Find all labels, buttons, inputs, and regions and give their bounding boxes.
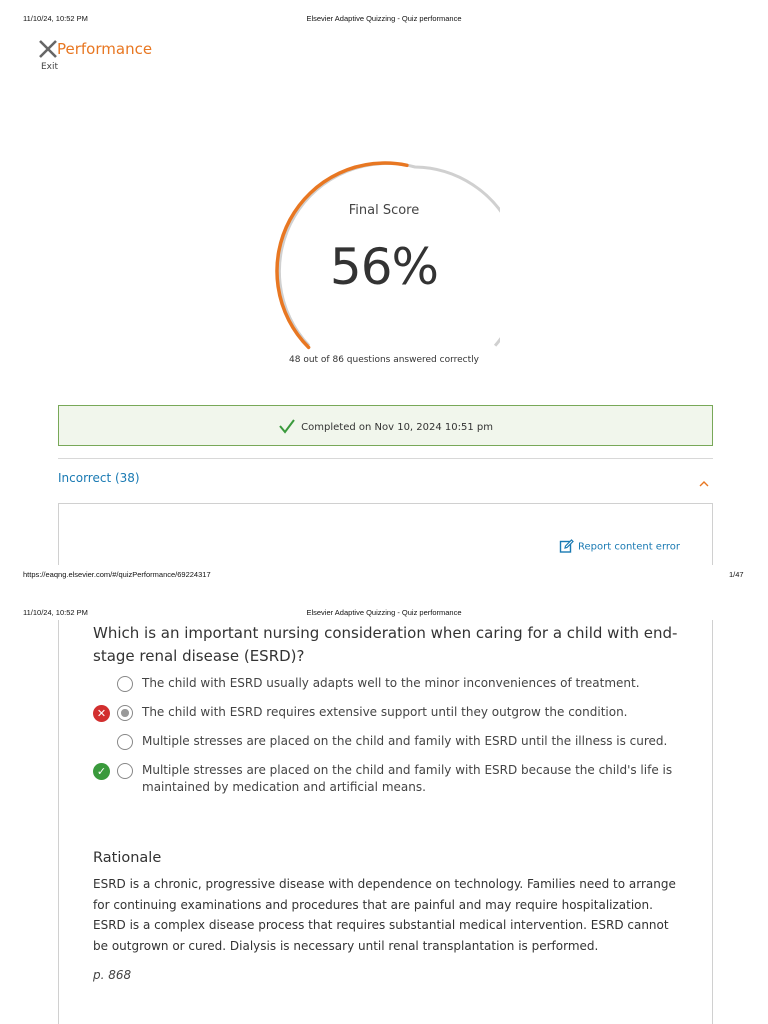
report-label: Report content error bbox=[578, 541, 681, 553]
correct-icon: ✓ bbox=[93, 763, 110, 780]
page-title: Performance bbox=[57, 40, 153, 58]
close-icon[interactable] bbox=[38, 39, 58, 59]
print-url: https://eaqng.elsevier.com/#/quizPerformance/69224317 bbox=[23, 570, 211, 579]
print-page-number: 1/47 bbox=[729, 570, 744, 579]
chevron-up-icon[interactable] bbox=[698, 474, 710, 484]
radio-button[interactable] bbox=[117, 734, 133, 750]
print-datetime-2: 11/10/24, 10:52 PM bbox=[23, 608, 88, 617]
answer-option-text: The child with ESRD requires extensive support until they outgrow the condition. bbox=[142, 705, 628, 719]
final-score-value: 56% bbox=[329, 238, 439, 296]
incorrect-icon: ✕ bbox=[93, 705, 110, 722]
completion-banner bbox=[58, 405, 713, 446]
page-reference: p. 868 bbox=[93, 968, 132, 982]
question-text: Which is an important nursing consideration when caring for a child with end-stage renal disease (ESRD)? bbox=[93, 624, 678, 665]
answer-option-text: Multiple stresses are placed on the child and family with ESRD until the illness is cured. bbox=[142, 734, 668, 748]
rationale-text: ESRD is a chronic, progressive disease with dependence on technology. Families need to arrange for continuing examinations and procedures that are painful and may require hospitalization. ESRD is a complex disease process that requires substantial medical intervention. ESRD cannot be outgrown or cured. Dialysis is necessary until renal transplantation is performed. bbox=[93, 877, 676, 953]
answered-count: 48 out of 86 questions answered correctly bbox=[289, 355, 479, 365]
print-doc-title-2: Elsevier Adaptive Quizzing - Quiz performance bbox=[306, 608, 462, 617]
radio-button-selected[interactable] bbox=[117, 705, 133, 721]
radio-button[interactable] bbox=[117, 763, 133, 779]
print-doc-title: Elsevier Adaptive Quizzing - Quiz performance bbox=[306, 14, 462, 23]
radio-button[interactable] bbox=[117, 676, 133, 692]
checkmark-icon bbox=[278, 418, 296, 437]
report-content-error-link[interactable] bbox=[559, 539, 680, 554]
section-divider bbox=[58, 458, 713, 459]
page-break bbox=[0, 582, 768, 604]
question-panel bbox=[58, 503, 713, 565]
rationale-heading: Rationale bbox=[93, 850, 162, 866]
edit-icon bbox=[559, 539, 574, 554]
answer-option-text: The child with ESRD usually adapts well to the minor inconveniences of treatment. bbox=[142, 676, 640, 690]
print-datetime: 11/10/24, 10:52 PM bbox=[23, 14, 88, 23]
final-score-label: Final Score bbox=[348, 203, 420, 218]
incorrect-section-toggle[interactable]: Incorrect (38) bbox=[58, 471, 140, 485]
completion-text: Completed on Nov 10, 2024 10:51 pm bbox=[301, 422, 494, 433]
answer-option-text: Multiple stresses are placed on the child and family with ESRD because the child's life is maintained by medication and artificial means. bbox=[142, 763, 673, 794]
exit-label[interactable]: Exit bbox=[41, 62, 59, 72]
